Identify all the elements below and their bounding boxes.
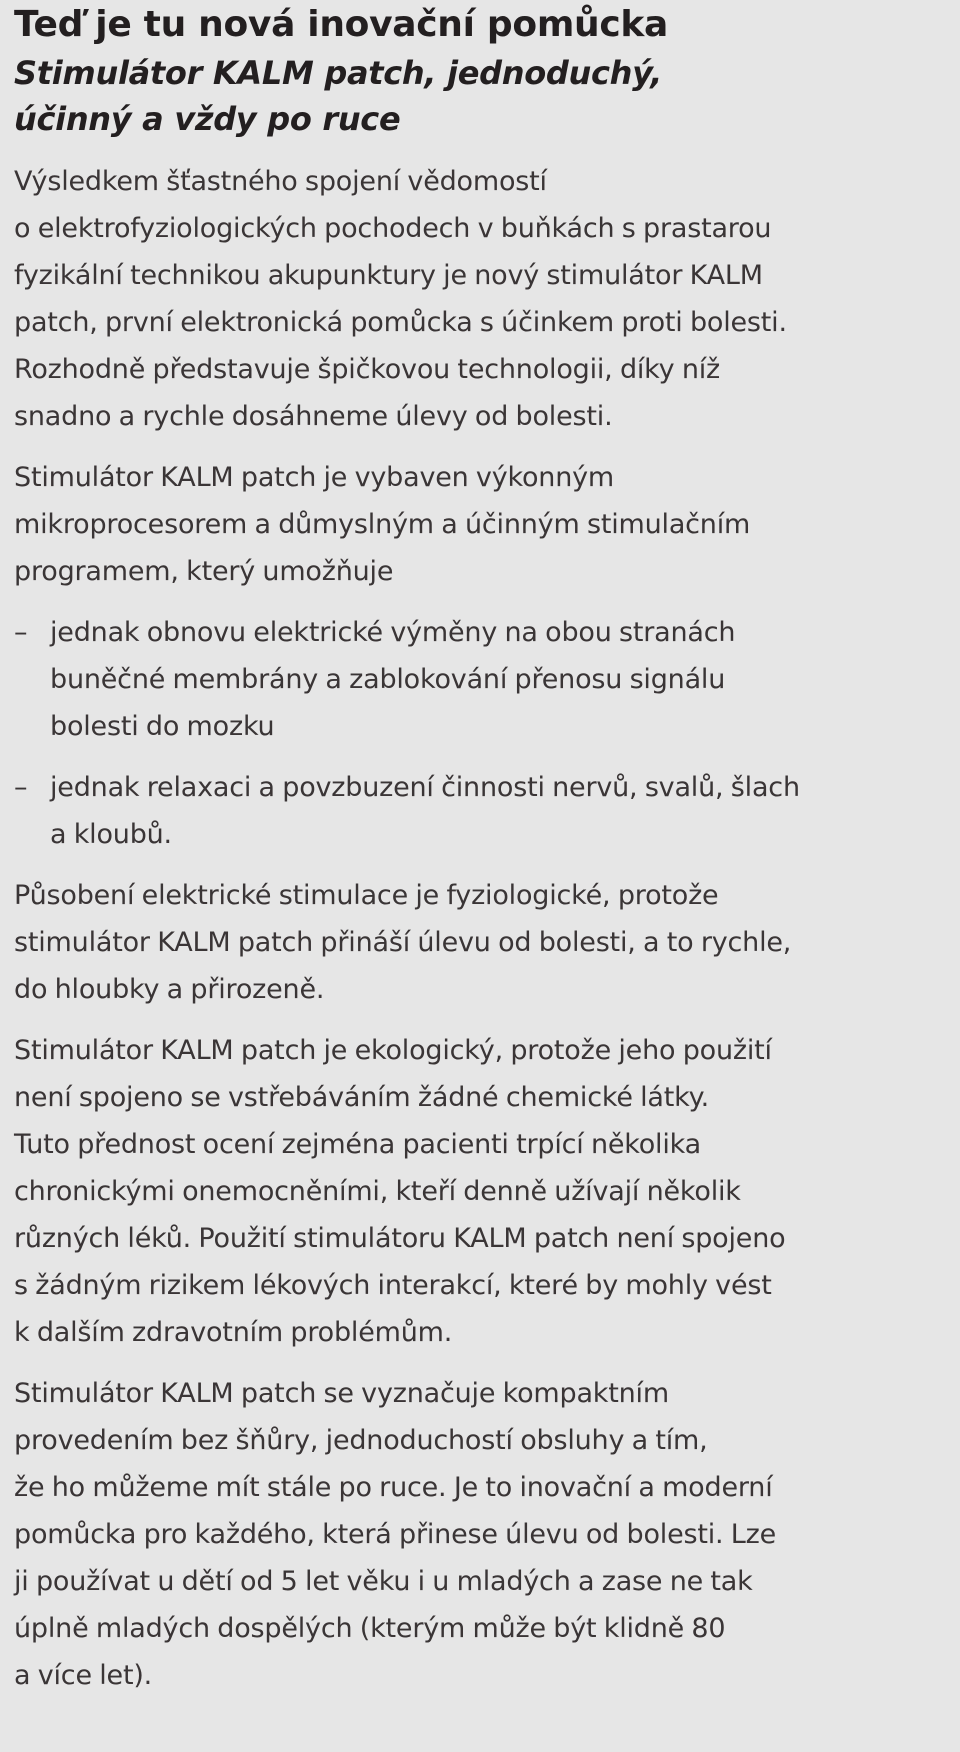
- text-line: provedením bez šňůry, jednoduchostí obsluhy a tím,: [14, 1425, 708, 1456]
- text-line: programem, který umožňuje: [14, 556, 394, 587]
- text-line: stimulátor KALM patch přináší úlevu od bolesti, a to rychle,: [14, 927, 792, 958]
- text-line: do hloubky a přirozeně.: [14, 974, 325, 1005]
- text-line: není spojeno se vstřebáváním žádné chemické látky.: [14, 1082, 709, 1113]
- text-line: Stimulátor KALM patch je vybaven výkonným: [14, 462, 614, 493]
- article-title: Teď je tu nová inovační pomůcka: [14, 4, 669, 45]
- text-line: fyzikální technikou akupunktury je nový stimulátor KALM: [14, 260, 763, 291]
- text-line: bolesti do mozku: [50, 711, 275, 742]
- subtitle-line: účinný a vždy po ruce: [14, 100, 401, 138]
- text-line: Působení elektrické stimulace je fyziologické, protože: [14, 880, 719, 911]
- text-line: Stimulátor KALM patch se vyznačuje kompaktním: [14, 1378, 669, 1409]
- list-item: [14, 764, 948, 858]
- text-line: k dalším zdravotním problémům.: [14, 1317, 453, 1348]
- list-item: [14, 609, 948, 750]
- article-subtitle: [14, 50, 948, 142]
- text-line: mikroprocesorem a důmyslným a účinným stimulačním: [14, 509, 751, 540]
- text-line: pomůcka pro každého, která přinese úlevu od bolesti. Lze: [14, 1519, 777, 1550]
- text-line: ji používat u dětí od 5 let věku i u mladých a zase ne tak: [14, 1566, 753, 1597]
- text-line: a více let).: [14, 1660, 153, 1691]
- text-line: různých léků. Použití stimulátoru KALM patch není spojeno: [14, 1223, 786, 1254]
- text-line: snadno a rychle dosáhneme úlevy od bolesti.: [14, 401, 613, 432]
- text-line: úplně mladých dospělých (kterým může být klidně 80: [14, 1613, 726, 1644]
- paragraph-compact: [14, 1370, 948, 1699]
- text-line: a kloubů.: [50, 819, 172, 850]
- article-body: [14, 158, 948, 1699]
- list-dash: –: [14, 617, 28, 648]
- benefit-list: [14, 609, 948, 858]
- text-line: buněčné membrány a zablokování přenosu signálu: [50, 664, 726, 695]
- text-line: chronickými onemocněními, kteří denně užívají několik: [14, 1176, 741, 1207]
- text-line: Stimulátor KALM patch je ekologický, protože jeho použití: [14, 1035, 772, 1066]
- text-line: s žádným rizikem lékových interakcí, které by mohly vést: [14, 1270, 772, 1301]
- text-line: patch, první elektronická pomůcka s účinkem proti bolesti.: [14, 307, 787, 338]
- text-line: Tuto přednost ocení zejména pacienti trpící několika: [14, 1129, 701, 1160]
- paragraph-ecological: [14, 1027, 948, 1356]
- list-dash: –: [14, 772, 28, 803]
- text-line: jednak obnovu elektrické výměny na obou stranách: [50, 617, 736, 648]
- subtitle-line: Stimulátor KALM patch, jednoduchý,: [14, 54, 663, 92]
- paragraph-physiological: [14, 872, 948, 1013]
- text-line: o elektrofyziologických pochodech v buňkách s prastarou: [14, 213, 772, 244]
- text-line: Výsledkem šťastného spojení vědomostí: [14, 166, 547, 197]
- text-line: jednak relaxaci a povzbuzení činnosti nervů, svalů, šlach: [50, 772, 800, 803]
- text-line: Rozhodně představuje špičkovou technologii, díky níž: [14, 354, 721, 385]
- paragraph-intro: [14, 158, 948, 440]
- paragraph-microprocessor: [14, 454, 948, 595]
- text-line: že ho můžeme mít stále po ruce. Je to inovační a moderní: [14, 1472, 773, 1503]
